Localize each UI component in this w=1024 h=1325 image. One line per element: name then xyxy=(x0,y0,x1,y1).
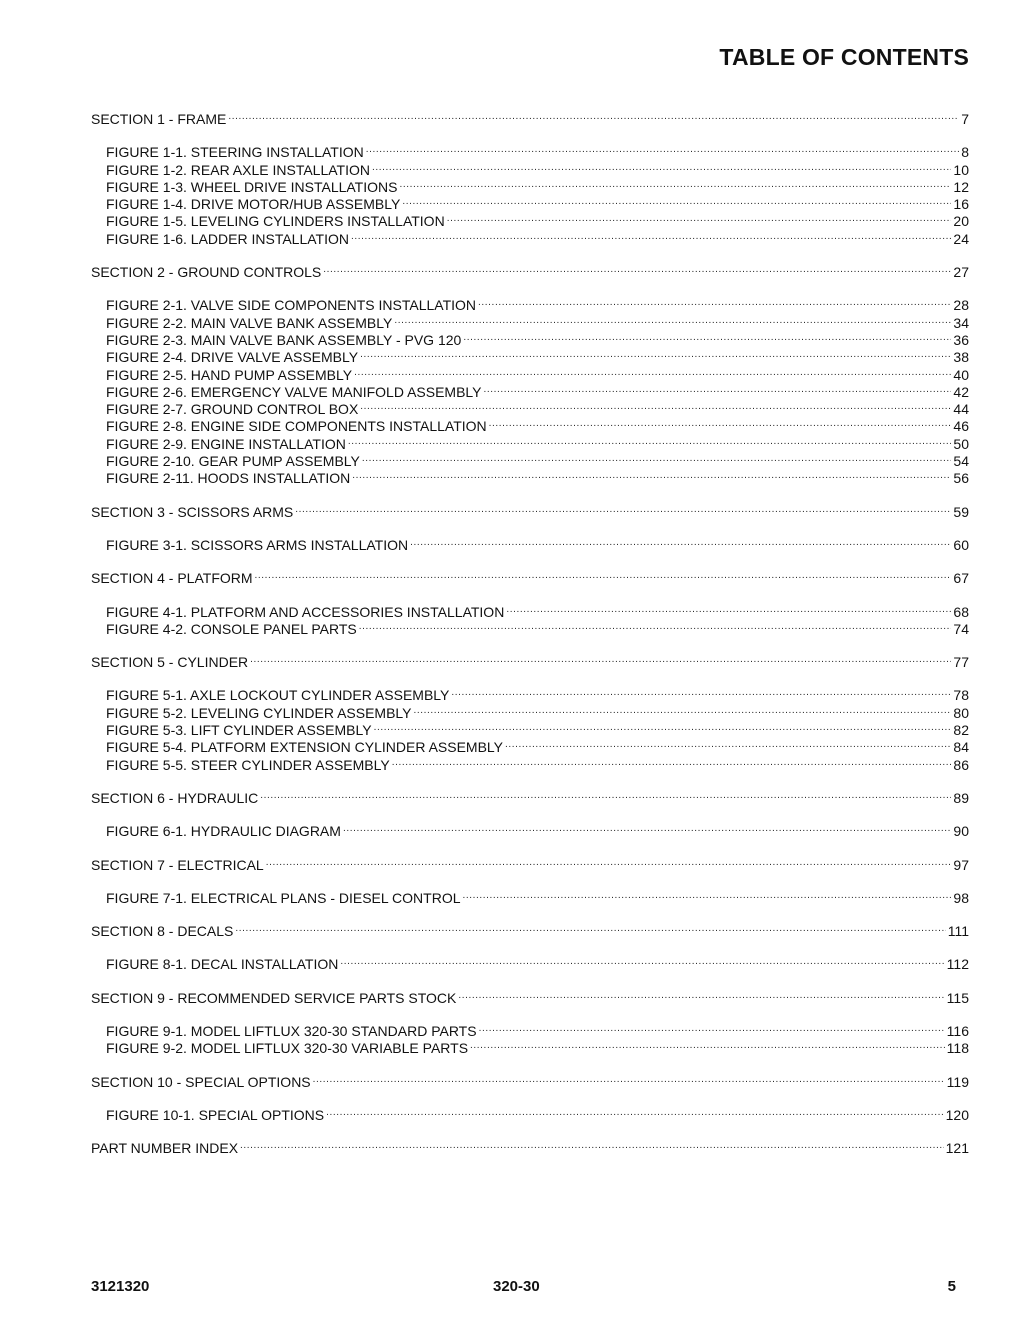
dot-leader xyxy=(458,986,944,1003)
toc-section-group xyxy=(91,566,969,637)
toc-figure-list xyxy=(91,1103,969,1123)
toc-figure-entry[interactable] xyxy=(91,683,969,704)
toc-figure-label: FIGURE 8-1. DECAL INSTALLATION xyxy=(106,956,339,973)
toc-figure-entry[interactable] xyxy=(91,1103,969,1123)
toc-section-label: SECTION 5 - CYLINDER xyxy=(91,654,249,671)
toc-figure-page-number: 112 xyxy=(946,956,969,973)
dot-leader xyxy=(372,158,951,175)
dot-leader xyxy=(484,380,952,397)
toc-figure-label: FIGURE 5-2. LEVELING CYLINDER ASSEMBLY xyxy=(106,704,412,721)
toc-section-page-number: 119 xyxy=(946,1073,969,1090)
toc-figure-entry[interactable] xyxy=(91,1019,969,1039)
dot-leader xyxy=(478,293,951,310)
dot-leader xyxy=(323,260,951,277)
toc-figure-page-number: 78 xyxy=(953,687,969,704)
toc-section-entry[interactable] xyxy=(91,107,969,127)
dot-leader xyxy=(235,919,945,936)
footer-model: 320-30 xyxy=(493,1278,540,1295)
dot-leader xyxy=(250,650,951,667)
toc-section-label: SECTION 10 - SPECIAL OPTIONS xyxy=(91,1073,311,1090)
toc-section-group xyxy=(91,650,969,773)
dot-leader xyxy=(313,1070,945,1087)
toc-figure-page-number: 54 xyxy=(953,453,969,470)
toc-figure-page-number: 38 xyxy=(953,349,969,366)
page-title: TABLE OF CONTENTS xyxy=(719,44,969,70)
toc-figure-page-number: 118 xyxy=(946,1040,969,1057)
toc-figure-label: FIGURE 3-1. SCISSORS ARMS INSTALLATION xyxy=(106,536,409,553)
dot-leader xyxy=(479,1019,945,1036)
dot-leader xyxy=(451,683,951,700)
toc-section-entry[interactable] xyxy=(91,786,969,806)
toc-section-label: SECTION 8 - DECALS xyxy=(91,923,234,940)
toc-section-label: PART NUMBER INDEX xyxy=(91,1140,239,1157)
dot-leader xyxy=(359,617,952,634)
dot-leader xyxy=(463,328,951,345)
toc-section-label: SECTION 1 - FRAME xyxy=(91,111,227,127)
toc-figure-label: FIGURE 5-1. AXLE LOCKOUT CYLINDER ASSEMBLY xyxy=(106,687,450,704)
dot-leader xyxy=(360,397,951,414)
toc-figure-entry[interactable] xyxy=(91,600,969,620)
toc-figure-page-number: 12 xyxy=(953,178,969,195)
dot-leader xyxy=(414,701,952,718)
toc-section-page-number: 89 xyxy=(953,789,969,806)
toc-figure-entry[interactable] xyxy=(91,533,969,553)
toc-section-label: SECTION 7 - ELECTRICAL xyxy=(91,856,264,873)
toc-figure-page-number: 84 xyxy=(953,739,969,756)
toc-figure-label: FIGURE 9-1. MODEL LIFTLUX 320-30 STANDARD PARTS xyxy=(106,1022,477,1039)
toc-figure-page-number: 82 xyxy=(953,722,969,739)
toc-section-group xyxy=(91,107,969,247)
toc-section-group xyxy=(91,986,969,1057)
dot-leader xyxy=(447,209,952,226)
toc-figure-page-number: 36 xyxy=(953,331,969,348)
dot-leader xyxy=(366,140,959,157)
dot-leader xyxy=(326,1103,944,1120)
toc-figure-label: FIGURE 1-4. DRIVE MOTOR/HUB ASSEMBLY xyxy=(106,196,401,213)
toc-figure-page-number: 8 xyxy=(961,144,969,161)
toc-figure-entry[interactable] xyxy=(91,140,969,161)
toc-figure-page-number: 98 xyxy=(953,889,969,906)
toc-figure-page-number: 24 xyxy=(953,230,969,247)
toc-figure-label: FIGURE 2-2. MAIN VALVE BANK ASSEMBLY xyxy=(106,314,393,331)
toc-figure-page-number: 116 xyxy=(946,1022,969,1039)
toc-figure-label: FIGURE 1-6. LADDER INSTALLATION xyxy=(106,230,349,247)
toc-figure-list xyxy=(91,140,969,247)
toc-section-group xyxy=(91,919,969,973)
toc-section-label: SECTION 4 - PLATFORM xyxy=(91,570,253,587)
toc-figure-entry[interactable] xyxy=(91,293,969,314)
toc-section-page-number: 115 xyxy=(946,989,969,1006)
toc-figure-page-number: 50 xyxy=(953,435,969,452)
dot-leader xyxy=(343,819,951,836)
toc-figure-page-number: 90 xyxy=(953,823,969,840)
toc-figure-label: FIGURE 2-8. ENGINE SIDE COMPONENTS INSTALLATION xyxy=(106,418,487,435)
toc-figure-label: FIGURE 4-2. CONSOLE PANEL PARTS xyxy=(106,620,357,637)
toc-figure-page-number: 86 xyxy=(953,756,969,773)
dot-leader xyxy=(362,449,952,466)
dot-leader xyxy=(295,500,951,517)
toc-figure-list xyxy=(91,1019,969,1057)
toc-figure-entry[interactable] xyxy=(91,886,969,906)
toc-figure-label: FIGURE 2-5. HAND PUMP ASSEMBLY xyxy=(106,366,353,383)
dot-leader xyxy=(374,718,952,735)
toc-figure-label: FIGURE 5-3. LIFT CYLINDER ASSEMBLY xyxy=(106,722,372,739)
dot-leader xyxy=(505,735,951,752)
toc-figure-label: FIGURE 5-5. STEER CYLINDER ASSEMBLY xyxy=(106,756,390,773)
toc-figure-page-number: 16 xyxy=(953,196,969,213)
toc-figure-page-number: 60 xyxy=(953,536,969,553)
toc-figure-label: FIGURE 2-10. GEAR PUMP ASSEMBLY xyxy=(106,453,360,470)
dot-leader xyxy=(394,311,951,328)
footer-document-number: 3121320 xyxy=(91,1278,150,1295)
dot-leader xyxy=(260,786,951,803)
toc-section-entry[interactable] xyxy=(91,260,969,281)
toc-figure-page-number: 68 xyxy=(953,603,969,620)
toc-figure-list xyxy=(91,533,969,553)
toc-figure-page-number: 28 xyxy=(953,297,969,314)
dot-leader xyxy=(506,600,951,617)
toc-figure-list xyxy=(91,952,969,973)
toc-figure-page-number: 120 xyxy=(945,1106,969,1123)
toc-section-label: SECTION 3 - SCISSORS ARMS xyxy=(91,503,294,520)
toc-section-entry[interactable] xyxy=(91,1136,969,1157)
toc-figure-list xyxy=(91,293,969,487)
toc-figure-list xyxy=(91,600,969,635)
toc-figure-page-number: 56 xyxy=(953,470,969,487)
toc-figure-page-number: 74 xyxy=(953,620,969,637)
toc-section-group xyxy=(91,1070,969,1121)
toc-section-page-number: 77 xyxy=(953,654,969,671)
toc-figure-label: FIGURE 2-11. HOODS INSTALLATION xyxy=(106,470,351,487)
dot-leader xyxy=(470,1036,945,1053)
toc-section-entry[interactable] xyxy=(91,986,969,1006)
toc-figure-label: FIGURE 1-5. LEVELING CYLINDERS INSTALLATION xyxy=(106,213,445,230)
toc-figure-label: FIGURE 2-4. DRIVE VALVE ASSEMBLY xyxy=(106,349,359,366)
toc-section-group xyxy=(91,500,969,551)
toc-figure-page-number: 44 xyxy=(953,401,969,418)
dot-leader xyxy=(352,466,951,483)
dot-leader xyxy=(392,753,952,770)
toc-section-page-number: 97 xyxy=(953,856,969,873)
toc-section-entry[interactable] xyxy=(91,919,969,940)
dot-leader xyxy=(360,345,951,362)
dot-leader xyxy=(410,533,951,550)
toc-section-group xyxy=(91,853,969,904)
dot-leader xyxy=(489,414,952,431)
toc-figure-list xyxy=(91,683,969,773)
toc-section-group xyxy=(91,260,969,487)
dot-leader xyxy=(240,1136,944,1153)
toc-section-entry[interactable] xyxy=(91,500,969,520)
toc-section-entry[interactable] xyxy=(91,853,969,873)
toc-section-entry[interactable] xyxy=(91,650,969,671)
toc-figure-label: FIGURE 4-1. PLATFORM AND ACCESSORIES INSTALLATION xyxy=(106,603,505,620)
toc-figure-label: FIGURE 7-1. ELECTRICAL PLANS - DIESEL CONTROL xyxy=(106,889,461,906)
toc-figure-label: FIGURE 2-6. EMERGENCY VALVE MANIFOLD ASSEMBLY xyxy=(106,383,482,400)
toc-figure-list xyxy=(91,819,969,840)
toc-figure-list xyxy=(91,886,969,906)
toc-figure-label: FIGURE 6-1. HYDRAULIC DIAGRAM xyxy=(106,823,341,840)
dot-leader xyxy=(228,107,959,124)
dot-leader xyxy=(463,886,952,903)
dot-leader xyxy=(354,363,951,380)
dot-leader xyxy=(351,227,951,244)
toc-figure-label: FIGURE 2-3. MAIN VALVE BANK ASSEMBLY - PVG 120 xyxy=(106,331,462,348)
dot-leader xyxy=(348,432,952,449)
toc-section-label: SECTION 9 - RECOMMENDED SERVICE PARTS STOCK xyxy=(91,989,457,1006)
toc-section-page-number: 27 xyxy=(953,264,969,281)
toc-section-label: SECTION 6 - HYDRAULIC xyxy=(91,789,259,806)
toc-figure-label: FIGURE 2-7. GROUND CONTROL BOX xyxy=(106,401,359,418)
dot-leader xyxy=(266,853,952,870)
toc-figure-page-number: 80 xyxy=(953,704,969,721)
footer-page-number: 5 xyxy=(947,1278,956,1295)
toc-figure-label: FIGURE 9-2. MODEL LIFTLUX 320-30 VARIABLE PARTS xyxy=(106,1040,469,1057)
dot-leader xyxy=(399,175,951,192)
toc-figure-page-number: 40 xyxy=(953,366,969,383)
table-of-contents xyxy=(91,107,969,1169)
toc-figure-label: FIGURE 2-9. ENGINE INSTALLATION xyxy=(106,435,346,452)
toc-section-page-number: 67 xyxy=(953,570,969,587)
toc-section-page-number: 121 xyxy=(945,1140,969,1157)
toc-section-group xyxy=(91,786,969,840)
toc-figure-label: FIGURE 1-3. WHEEL DRIVE INSTALLATIONS xyxy=(106,178,398,195)
toc-figure-label: FIGURE 1-2. REAR AXLE INSTALLATION xyxy=(106,161,370,178)
dot-leader xyxy=(340,952,944,969)
toc-figure-page-number: 42 xyxy=(953,383,969,400)
toc-figure-entry[interactable] xyxy=(91,952,969,973)
toc-section-page-number: 59 xyxy=(953,503,969,520)
toc-figure-entry[interactable] xyxy=(91,819,969,840)
toc-figure-label: FIGURE 2-1. VALVE SIDE COMPONENTS INSTALLATION xyxy=(106,297,477,314)
toc-section-page-number: 7 xyxy=(961,111,969,127)
toc-figure-page-number: 20 xyxy=(953,213,969,230)
dot-leader xyxy=(255,566,952,583)
dot-leader xyxy=(402,192,951,209)
toc-figure-label: FIGURE 10-1. SPECIAL OPTIONS xyxy=(106,1106,325,1123)
toc-section-label: SECTION 2 - GROUND CONTROLS xyxy=(91,264,322,281)
toc-figure-label: FIGURE 1-1. STEERING INSTALLATION xyxy=(106,144,364,161)
toc-figure-page-number: 10 xyxy=(953,161,969,178)
toc-figure-label: FIGURE 5-4. PLATFORM EXTENSION CYLINDER ASSEMBLY xyxy=(106,739,504,756)
toc-section-group xyxy=(91,1136,969,1157)
toc-figure-page-number: 34 xyxy=(953,314,969,331)
toc-figure-page-number: 46 xyxy=(953,418,969,435)
toc-section-entry[interactable] xyxy=(91,1070,969,1090)
toc-section-entry[interactable] xyxy=(91,566,969,587)
toc-section-page-number: 111 xyxy=(947,923,969,940)
